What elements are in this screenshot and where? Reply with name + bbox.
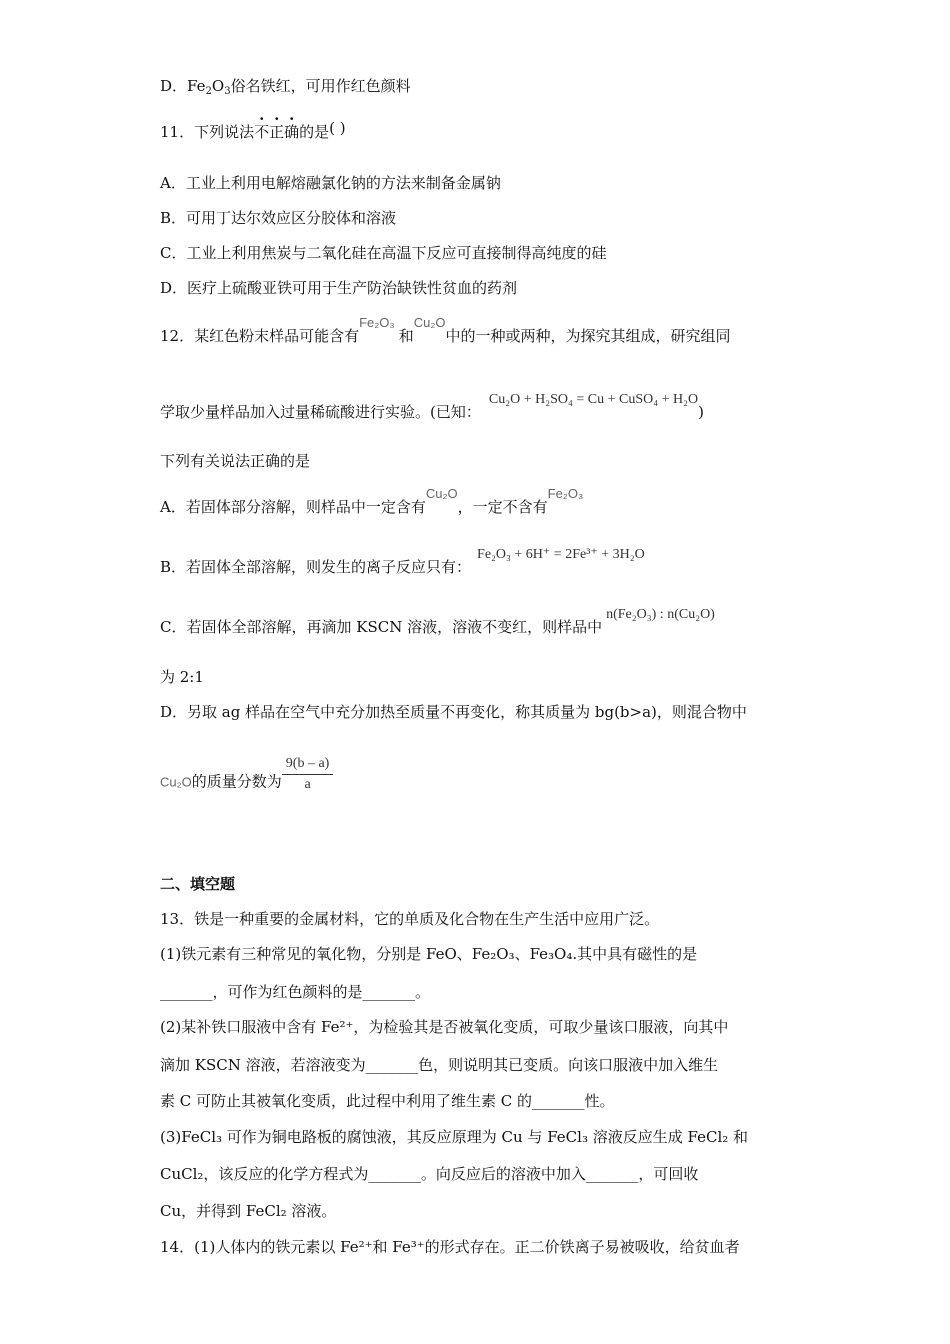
q12-stem-line1: 12．某红色粉末样品可能含有Fe₂O₃和Cu₂O中的一种或两种，为探究其组成，研究组同 [160,315,731,345]
section-title: 二、填空题 [160,875,236,893]
q11-option-b: B．可用丁达尔效应区分胶体和溶液 [160,209,397,227]
q12-option-d: D．另取 ag 样品在空气中充分加热至质量不再变化，称其质量为 bg(b>a)，则混合物中 [160,703,747,721]
reaction-equation: Cu₂O + H₂SO₄ = Cu + CuSO₄ + H₂O [488,392,699,407]
q11-option-a: A．工业上利用电解熔融氯化钠的方法来制备金属钠 [160,174,501,192]
q10-option-d: D．$Fe_2O_3$俗名铁红，可用作红色颜料 [160,77,411,97]
fe2o3-formula-image: Fe₂O₃ [547,486,584,501]
q12-option-b: B．若固体全部溶解，则发生的离子反应只有：Fe₂O₃ + 6H⁺ = 2Fe³⁺ + 3H₂O [160,547,645,576]
q13-part2-line1: (2)某补铁口服液中含有 Fe²⁺，为检验其是否被氧化变质，可取少量该口服液，向其中 [160,1018,729,1036]
emphasis-char: 正 [269,123,285,141]
q13-part1-line2: _______，可作为红色颜料的是_______。 [160,983,431,1001]
q13-part3-line2: CuCl₂，该反应的化学方程式为_______。向反应后的溶液中加入_______，可回收 [160,1165,699,1183]
emphasis-char: 确 [284,123,300,141]
q12-option-d-continued: Cu₂O的质量分数为 $\frac{9(b - a)}{a}$ [160,762,333,803]
q12-stem-line3: 下列有关说法正确的是 [160,452,311,470]
fe2o3-formula-image: Fe₂O₃ [359,315,395,330]
q13-part2-line2: 滴加 KSCN 溶液，若溶液变为_______色，则说明其已变质。向该口服液中加入维生 [160,1056,719,1074]
q12-option-c: C．若固体全部溶解，再滴加 KSCN 溶液，溶液不变红，则样品中n(Fe₂O₃) : n(Cu₂O) [160,607,715,636]
q11-option-c: C．工业上利用焦炭与二氧化硅在高温下反应可直接制得高纯度的硅 [160,244,607,262]
q13-stem: 13．铁是一种重要的金属材料，它的单质及化合物在生产生活中应用广泛。 [160,910,660,928]
ionic-equation: Fe₂O₃ + 6H⁺ = 2Fe³⁺ + 3H₂O [477,547,645,562]
q11-stem: 11．下列说法不正确的是( ) [160,119,346,141]
q12-option-c-continued: 为 2:1 [160,668,204,686]
cu2o-formula-image: Cu₂O [413,315,446,330]
mole-ratio-expression: n(Fe₂O₃) : n(Cu₂O) [606,607,715,622]
q14-stem: 14．(1)人体内的铁元素以 Fe²⁺和 Fe³⁺的形式存在。正二价铁离子易被吸收，给贫血者 [160,1238,740,1256]
q13-part3-line3: Cu，并得到 FeCl₂ 溶液。 [160,1202,337,1220]
emphasis-char: 不 [254,123,270,141]
q13-part3-line1: (3)FeCl₃ 可作为铜电路板的腐蚀液，其反应原理为 Cu 与 FeCl₃ 溶液反应生成 FeCl₂ 和 [160,1128,749,1146]
q11-option-d: D．医疗上硫酸亚铁可用于生产防治缺铁性贫血的药剂 [160,279,518,297]
cu2o-formula-image: Cu₂O [425,486,458,501]
q12-option-a: A．若固体部分溶解，则样品中一定含有Cu₂O，一定不含有Fe₂O₃ [160,486,584,516]
q13-part2-line3: 素 C 可防止其被氧化变质，此过程中利用了维生素 C 的_______性。 [160,1092,615,1110]
cu2o-formula-image: Cu₂O [160,774,192,790]
q12-stem-line2: 学取少量样品加入过量稀硫酸进行实验。(已知：Cu₂O + H₂SO₄ = Cu + CuSO₄ + H₂O) [160,392,704,421]
mass-fraction-expression: $\frac{9(b - a)}{a}$ [282,754,334,795]
q13-part1-line1: (1)铁元素有三种常见的氧化物，分别是 FeO、Fe₂O₃、Fe₃O₄.其中具有磁性的是 [160,945,698,963]
